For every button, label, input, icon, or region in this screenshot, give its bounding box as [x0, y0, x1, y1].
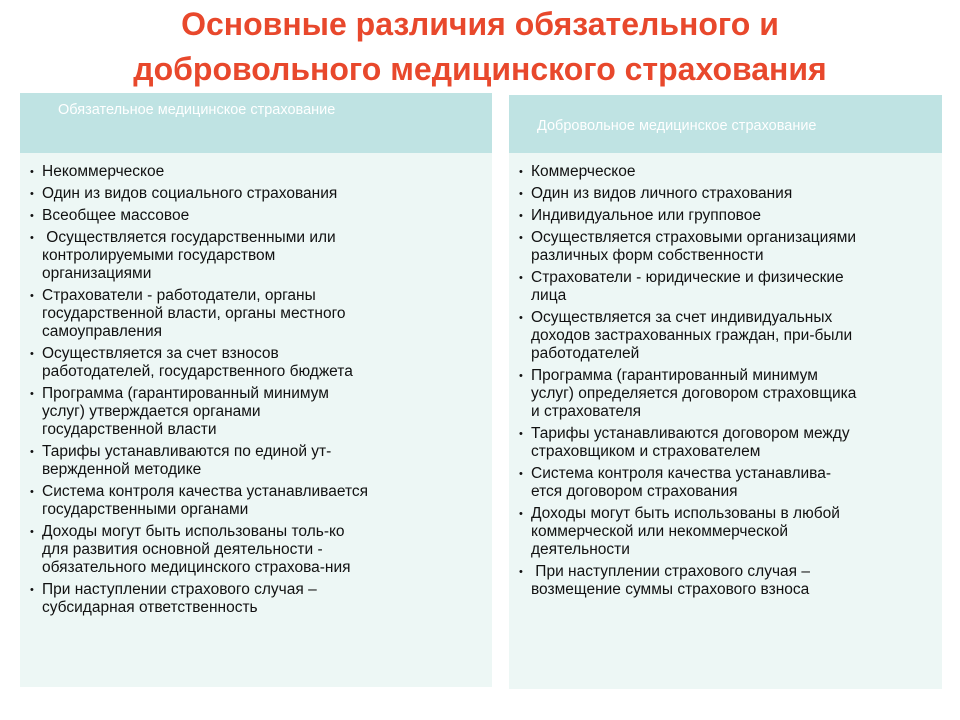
list-item-text: возмещение суммы страхового взноса: [531, 581, 810, 598]
list-item-text: При наступлении страхового случая –: [531, 563, 810, 580]
list-item: [517, 207, 937, 225]
bullet-icon: •: [30, 584, 34, 596]
compulsory-insurance-header-text: Обязательное медицинское страхование: [58, 102, 336, 118]
bullet-icon: •: [519, 468, 523, 480]
list-item-text: для развития основной деятельности -: [42, 541, 323, 558]
list-item-text: Тарифы устанавливаются по единой ут-: [42, 443, 332, 460]
list-item: [28, 229, 483, 283]
list-item-text: услуг) определяется договором страховщика: [531, 385, 857, 402]
list-item-text: лица: [531, 287, 567, 304]
list-item-text: государственными органами: [42, 501, 249, 518]
list-item-text: Доходы могут быть использованы в любой: [531, 505, 840, 522]
list-item-text: Осуществляется за счет индивидуальных: [531, 309, 833, 326]
list-item: [517, 269, 937, 305]
list-item: [517, 367, 937, 421]
voluntary-insurance-header-text: Добровольное медицинское страхование: [537, 118, 817, 134]
list-item-text: Программа (гарантированный минимум: [531, 367, 818, 384]
list-item-text: доходов застрахованных граждан, при-были: [531, 327, 853, 344]
bullet-icon: •: [519, 428, 523, 440]
list-item-text: Некоммерческое: [42, 163, 165, 180]
list-item-text: контролируемыми государством: [42, 247, 276, 264]
bullet-icon: •: [30, 188, 34, 200]
list-item: [517, 563, 937, 599]
list-item-text: Индивидуальное или групповое: [531, 207, 761, 224]
bullet-icon: •: [519, 312, 523, 324]
bullet-icon: •: [30, 232, 34, 244]
list-item-text: субсидарная ответственность: [42, 599, 258, 616]
list-item-text: государственной власти, органы местного: [42, 305, 346, 322]
voluntary-insurance-header: [509, 95, 942, 153]
list-item: [517, 229, 937, 265]
bullet-icon: •: [30, 486, 34, 498]
list-item-text: Осуществляется страховыми организациями: [531, 229, 857, 246]
bullet-icon: •: [30, 348, 34, 360]
list-item-text: Тарифы устанавливаются договором между: [531, 425, 850, 442]
slide-title-line-1: Основные различия обязательного и: [181, 6, 779, 42]
slide-title-line-2: добровольного медицинского страхования: [133, 51, 827, 87]
compulsory-insurance-panel: [20, 93, 492, 687]
list-item-text: организациями: [42, 265, 152, 282]
list-item-text: Страхователи - работодатели, органы: [42, 287, 316, 304]
bullet-icon: •: [30, 388, 34, 400]
slide-title: [0, 2, 960, 92]
list-item-text: При наступлении страхового случая –: [42, 581, 317, 598]
list-item-text: Коммерческое: [531, 163, 636, 180]
list-item-text: Осуществляется за счет взносов: [42, 345, 279, 362]
bullet-icon: •: [519, 166, 523, 178]
bullet-icon: •: [30, 210, 34, 222]
bullet-icon: •: [30, 290, 34, 302]
bullet-icon: •: [519, 188, 523, 200]
list-item-text: Система контроля качества устанавливается: [42, 483, 369, 500]
list-item-text: деятельности: [531, 541, 630, 558]
list-item: [28, 185, 483, 203]
list-item: [517, 465, 937, 501]
bullet-icon: •: [519, 272, 523, 284]
list-item-text: Один из видов личного страхования: [531, 185, 793, 202]
list-item: [28, 523, 483, 577]
voluntary-insurance-list: [517, 163, 937, 603]
list-item-text: страховщиком и страхователем: [531, 443, 761, 460]
list-item-text: государственной власти: [42, 421, 217, 438]
bullet-icon: •: [519, 210, 523, 222]
bullet-icon: •: [519, 370, 523, 382]
list-item-text: вержденной методике: [42, 461, 202, 478]
list-item: [28, 385, 483, 439]
list-item: [28, 345, 483, 381]
list-item: [517, 185, 937, 203]
list-item-text: Один из видов социального страхования: [42, 185, 338, 202]
list-item-text: и страхователя: [531, 403, 642, 420]
bullet-icon: •: [519, 508, 523, 520]
bullet-icon: •: [30, 446, 34, 458]
compulsory-insurance-header: [20, 93, 492, 153]
bullet-icon: •: [30, 166, 34, 178]
list-item: [28, 207, 483, 225]
bullet-icon: •: [519, 566, 523, 578]
list-item-text: Осуществляется государственными или: [42, 229, 336, 246]
list-item-text: работодателей: [531, 345, 640, 362]
list-item: [517, 163, 937, 181]
list-item-text: Всеобщее массовое: [42, 207, 190, 224]
list-item: [28, 443, 483, 479]
bullet-icon: •: [30, 526, 34, 538]
list-item-text: коммерческой или некоммерческой: [531, 523, 789, 540]
list-item-text: обязательного медицинского страхова-ния: [42, 559, 351, 576]
list-item-text: Программа (гарантированный минимум: [42, 385, 329, 402]
list-item: [517, 309, 937, 363]
list-item: [28, 483, 483, 519]
bullet-icon: •: [519, 232, 523, 244]
list-item: [28, 163, 483, 181]
voluntary-insurance-panel: [509, 95, 942, 689]
list-item: [28, 581, 483, 617]
compulsory-insurance-list: [28, 163, 483, 621]
list-item-text: Доходы могут быть использованы толь-ко: [42, 523, 345, 540]
list-item-text: Система контроля качества устанавлива-: [531, 465, 832, 482]
list-item-text: самоуправления: [42, 323, 163, 340]
list-item-text: различных форм собственности: [531, 247, 764, 264]
list-item-text: работодателей, государственного бюджета: [42, 363, 353, 380]
list-item-text: Страхователи - юридические и физические: [531, 269, 844, 286]
list-item-text: услуг) утверждается органами: [42, 403, 261, 420]
list-item: [517, 425, 937, 461]
list-item: [28, 287, 483, 341]
list-item-text: ется договором страхования: [531, 483, 738, 500]
list-item: [517, 505, 937, 559]
